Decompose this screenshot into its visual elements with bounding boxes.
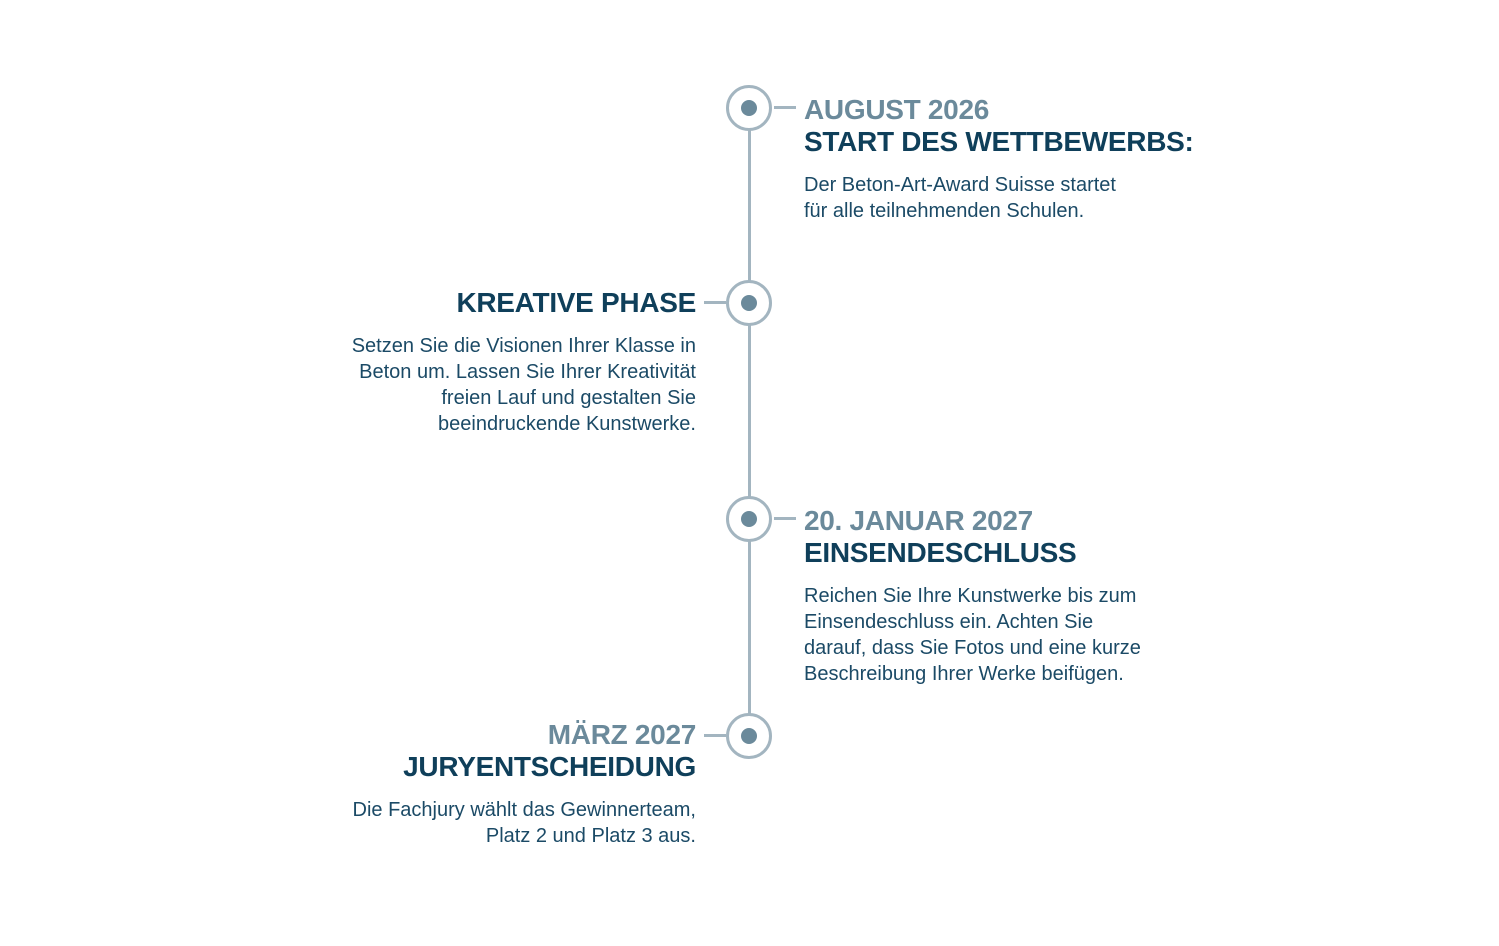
event-title: KREATIVE PHASE — [456, 287, 696, 318]
event-kreative-phase — [352, 287, 696, 437]
event-august-2026 — [804, 94, 1194, 224]
node-dot-icon — [741, 728, 757, 744]
timeline-node-2 — [726, 280, 772, 326]
event-title: EINSENDESCHLUSS — [804, 537, 1077, 568]
event-description — [804, 583, 1141, 687]
timeline-node-3 — [726, 496, 772, 542]
event-date: MÄRZ 2027 — [547, 719, 696, 750]
description-line: Setzen Sie die Visionen Ihrer Klasse in — [351, 335, 696, 357]
connector-1 — [774, 106, 796, 109]
timeline-line — [748, 108, 751, 736]
description-line: Platz 2 und Platz 3 aus. — [485, 825, 696, 847]
description-line: freien Lauf und gestalten Sie — [441, 387, 696, 409]
connector-3 — [774, 517, 796, 520]
event-description — [804, 172, 1194, 224]
event-title: JURYENTSCHEIDUNG — [403, 751, 696, 782]
node-dot-icon — [741, 511, 757, 527]
description-line: darauf, dass Sie Fotos und eine kurze — [804, 637, 1141, 659]
timeline-node-4 — [726, 713, 772, 759]
description-line: Reichen Sie Ihre Kunstwerke bis zum — [804, 585, 1137, 607]
event-description — [352, 333, 696, 437]
description-line: Der Beton-Art-Award Suisse startet — [804, 174, 1116, 196]
node-dot-icon — [741, 295, 757, 311]
event-einsendeschluss — [804, 505, 1141, 687]
timeline-node-1 — [726, 85, 772, 131]
event-date: AUGUST 2026 — [804, 94, 989, 125]
description-line: für alle teilnehmenden Schulen. — [804, 200, 1085, 222]
description-line: Die Fachjury wählt das Gewinnerteam, — [352, 799, 696, 821]
description-line: Beschreibung Ihrer Werke beifügen. — [804, 663, 1124, 685]
event-title: START DES WETTBEWERBS: — [804, 126, 1194, 157]
connector-2 — [704, 301, 726, 304]
event-description — [353, 797, 696, 849]
description-line: beeindruckende Kunstwerke. — [438, 413, 696, 435]
description-line: Beton um. Lassen Sie Ihrer Kreativität — [359, 361, 696, 383]
connector-4 — [704, 734, 726, 737]
description-line: Einsendeschluss ein. Achten Sie — [804, 611, 1094, 633]
event-juryentscheidung — [353, 719, 696, 849]
node-dot-icon — [741, 100, 757, 116]
event-date: 20. JANUAR 2027 — [804, 505, 1033, 536]
